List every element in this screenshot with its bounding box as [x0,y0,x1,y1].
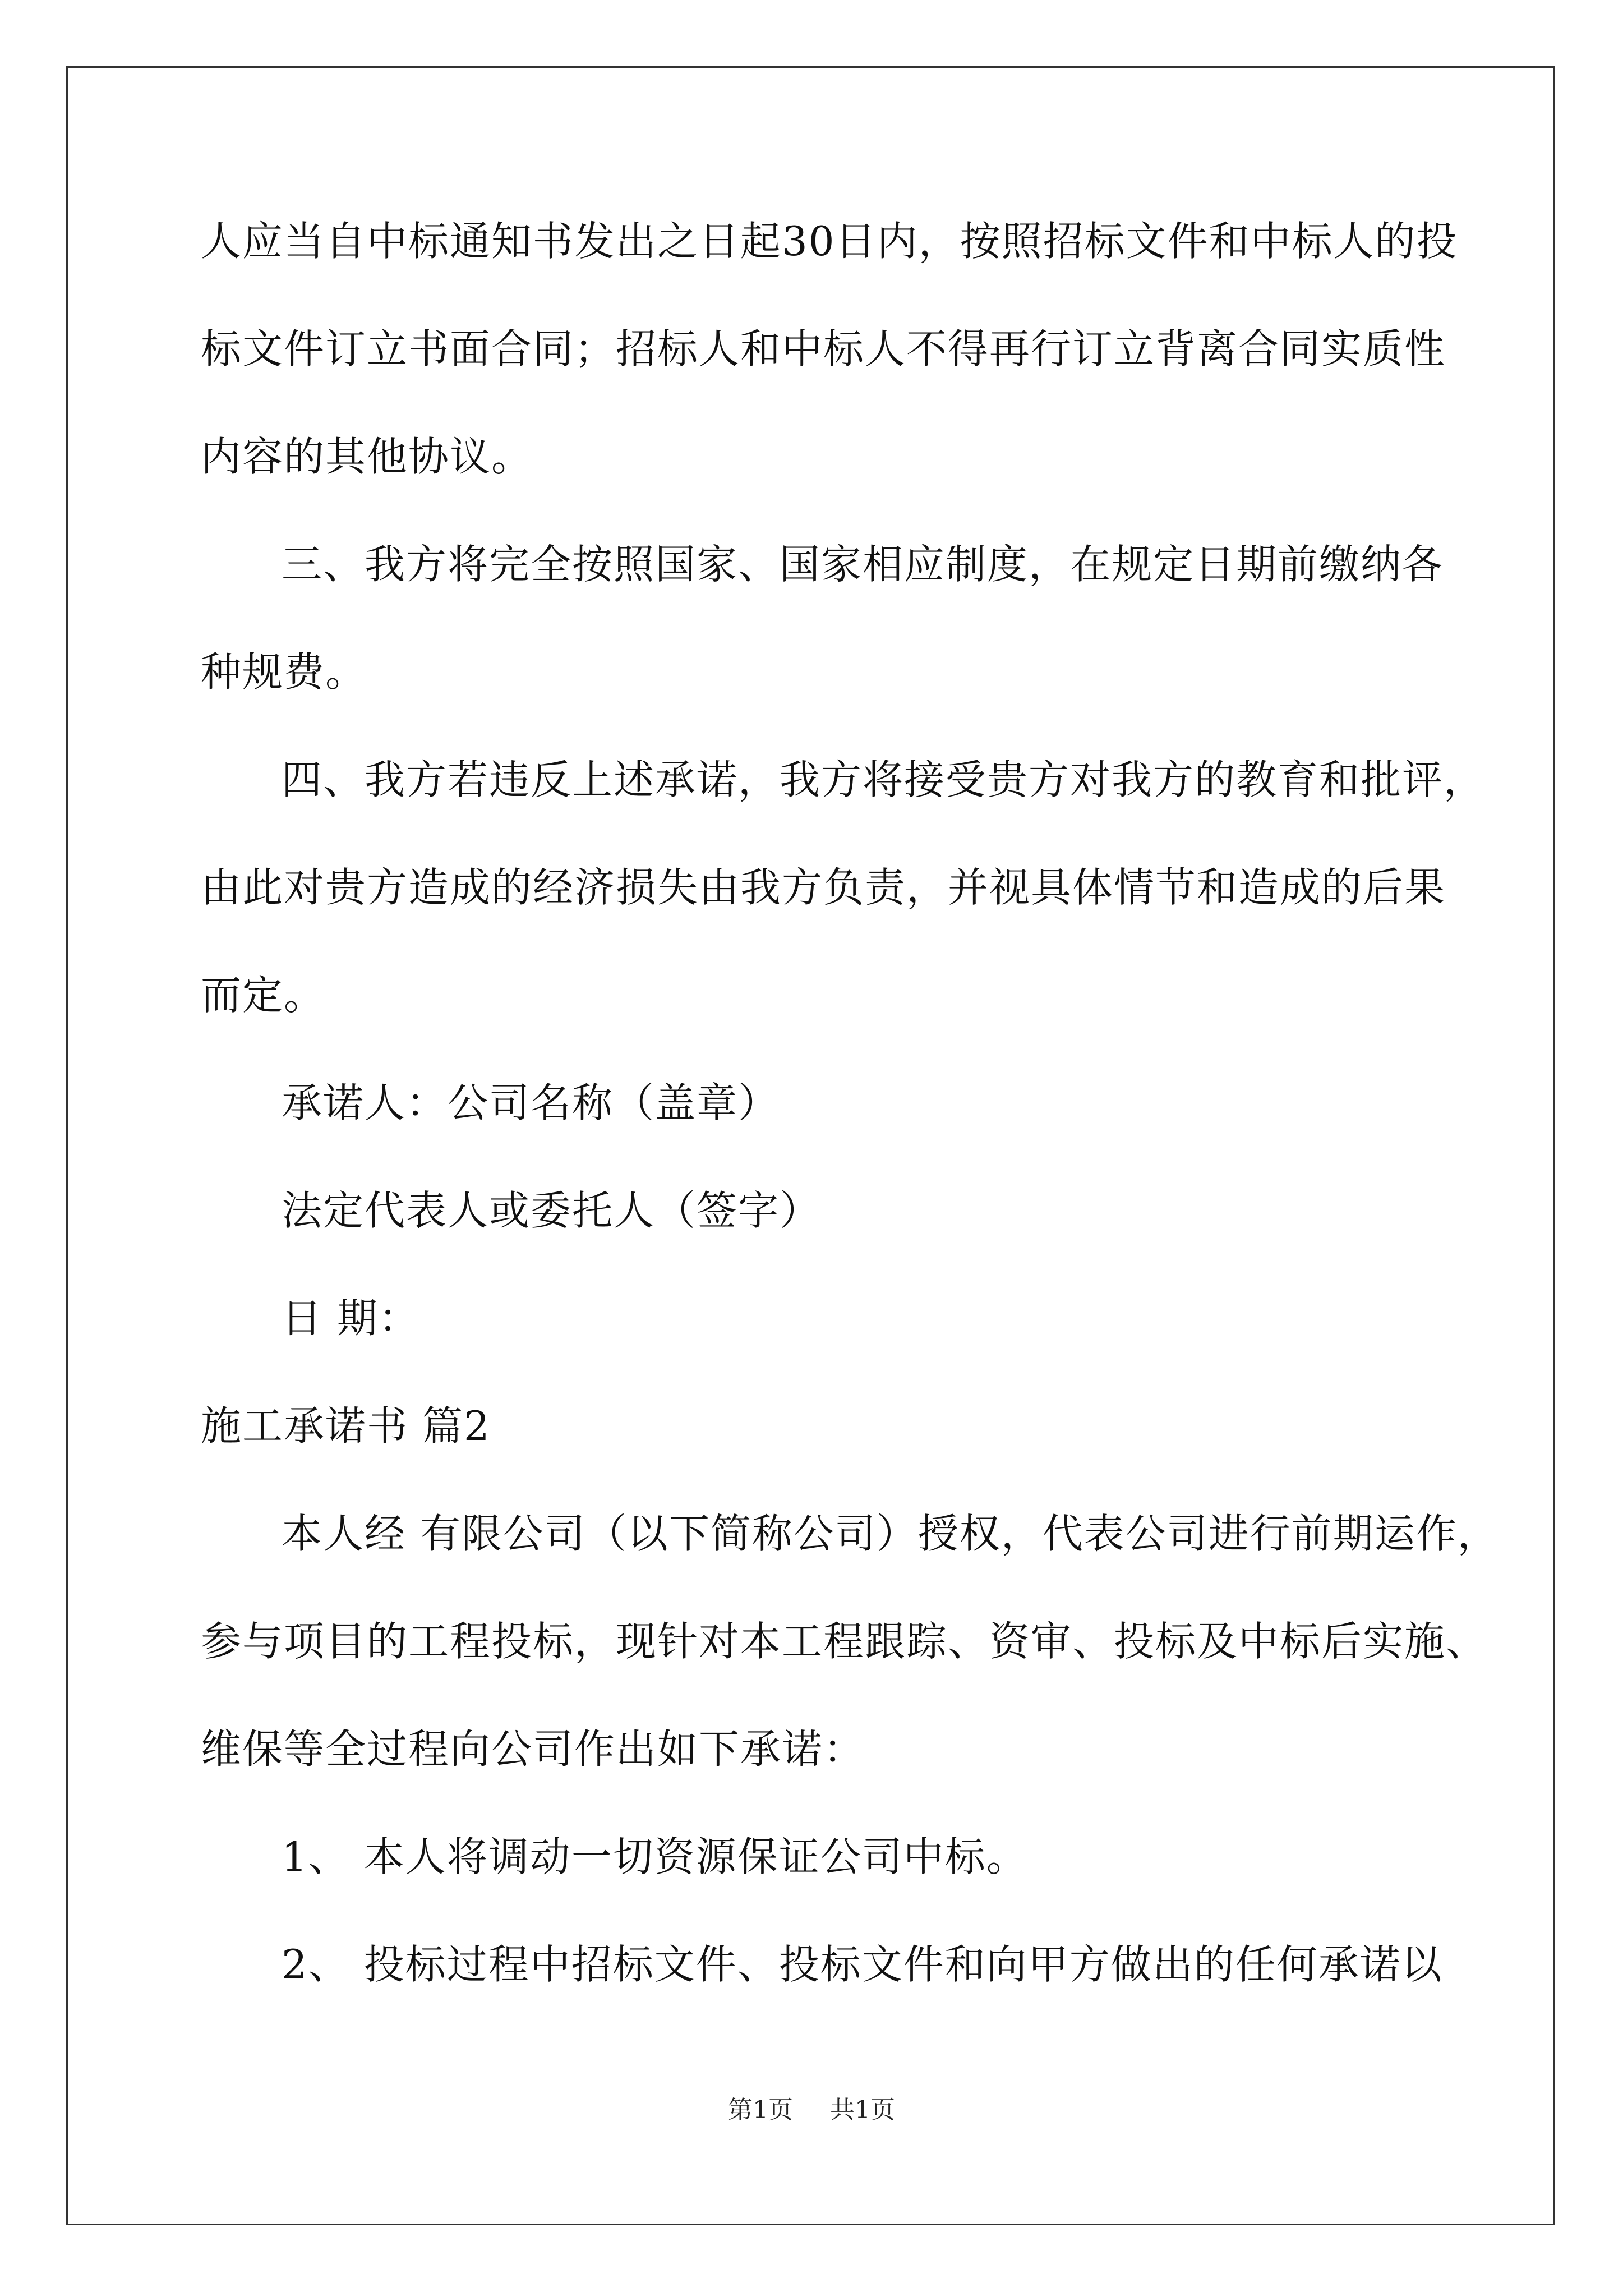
page-total: 共1页 [830,2096,895,2124]
page-number: 第1页 [728,2096,793,2124]
section-heading: 施工承诺书 篇2 [201,1402,491,1450]
text-line: 人应当自中标通知书发出之日起30日内，按照招标文件和中标人的投 [201,218,1458,265]
text-line: 维保等全过程向公司作出如下承诺： [201,1726,865,1773]
document-body [201,206,1499,2037]
text-line: 而定。 [201,972,326,1019]
list-item: 2、 投标过程中招标文件、投标文件和向甲方做出的任何承诺以 [282,1941,1443,1988]
date-line: 日 期： [282,1295,420,1342]
representative-line: 法定代表人或委托人（签字） [282,1187,822,1234]
text-line: 四、我方若违反上述承诺，我方将接受贵方对我方的教育和批评， [282,756,1486,803]
list-item: 1、 本人将调动一切资源保证公司中标。 [282,1833,1028,1880]
signatory-line: 承诺人：公司名称（盖章） [282,1079,780,1126]
text-line: 参与项目的工程投标，现针对本工程跟踪、资审、投标及中标后实施、 [201,1618,1488,1665]
text-line: 标文件订立书面合同；招标人和中标人不得再行订立背离合同实质性 [201,325,1446,372]
text-line: 三、我方将完全按照国家、国家相应制度，在规定日期前缴纳各 [282,541,1444,588]
text-line: 由此对贵方造成的经济损失由我方负责，并视具体情节和造成的后果 [201,864,1446,911]
text-line: 内容的其他协议。 [201,433,533,480]
page-footer [0,2090,1623,2125]
text-line: 种规费。 [201,648,367,696]
text-line: 本人经 有限公司（以下简称公司）授权，代表公司进行前期运作， [282,1510,1499,1557]
